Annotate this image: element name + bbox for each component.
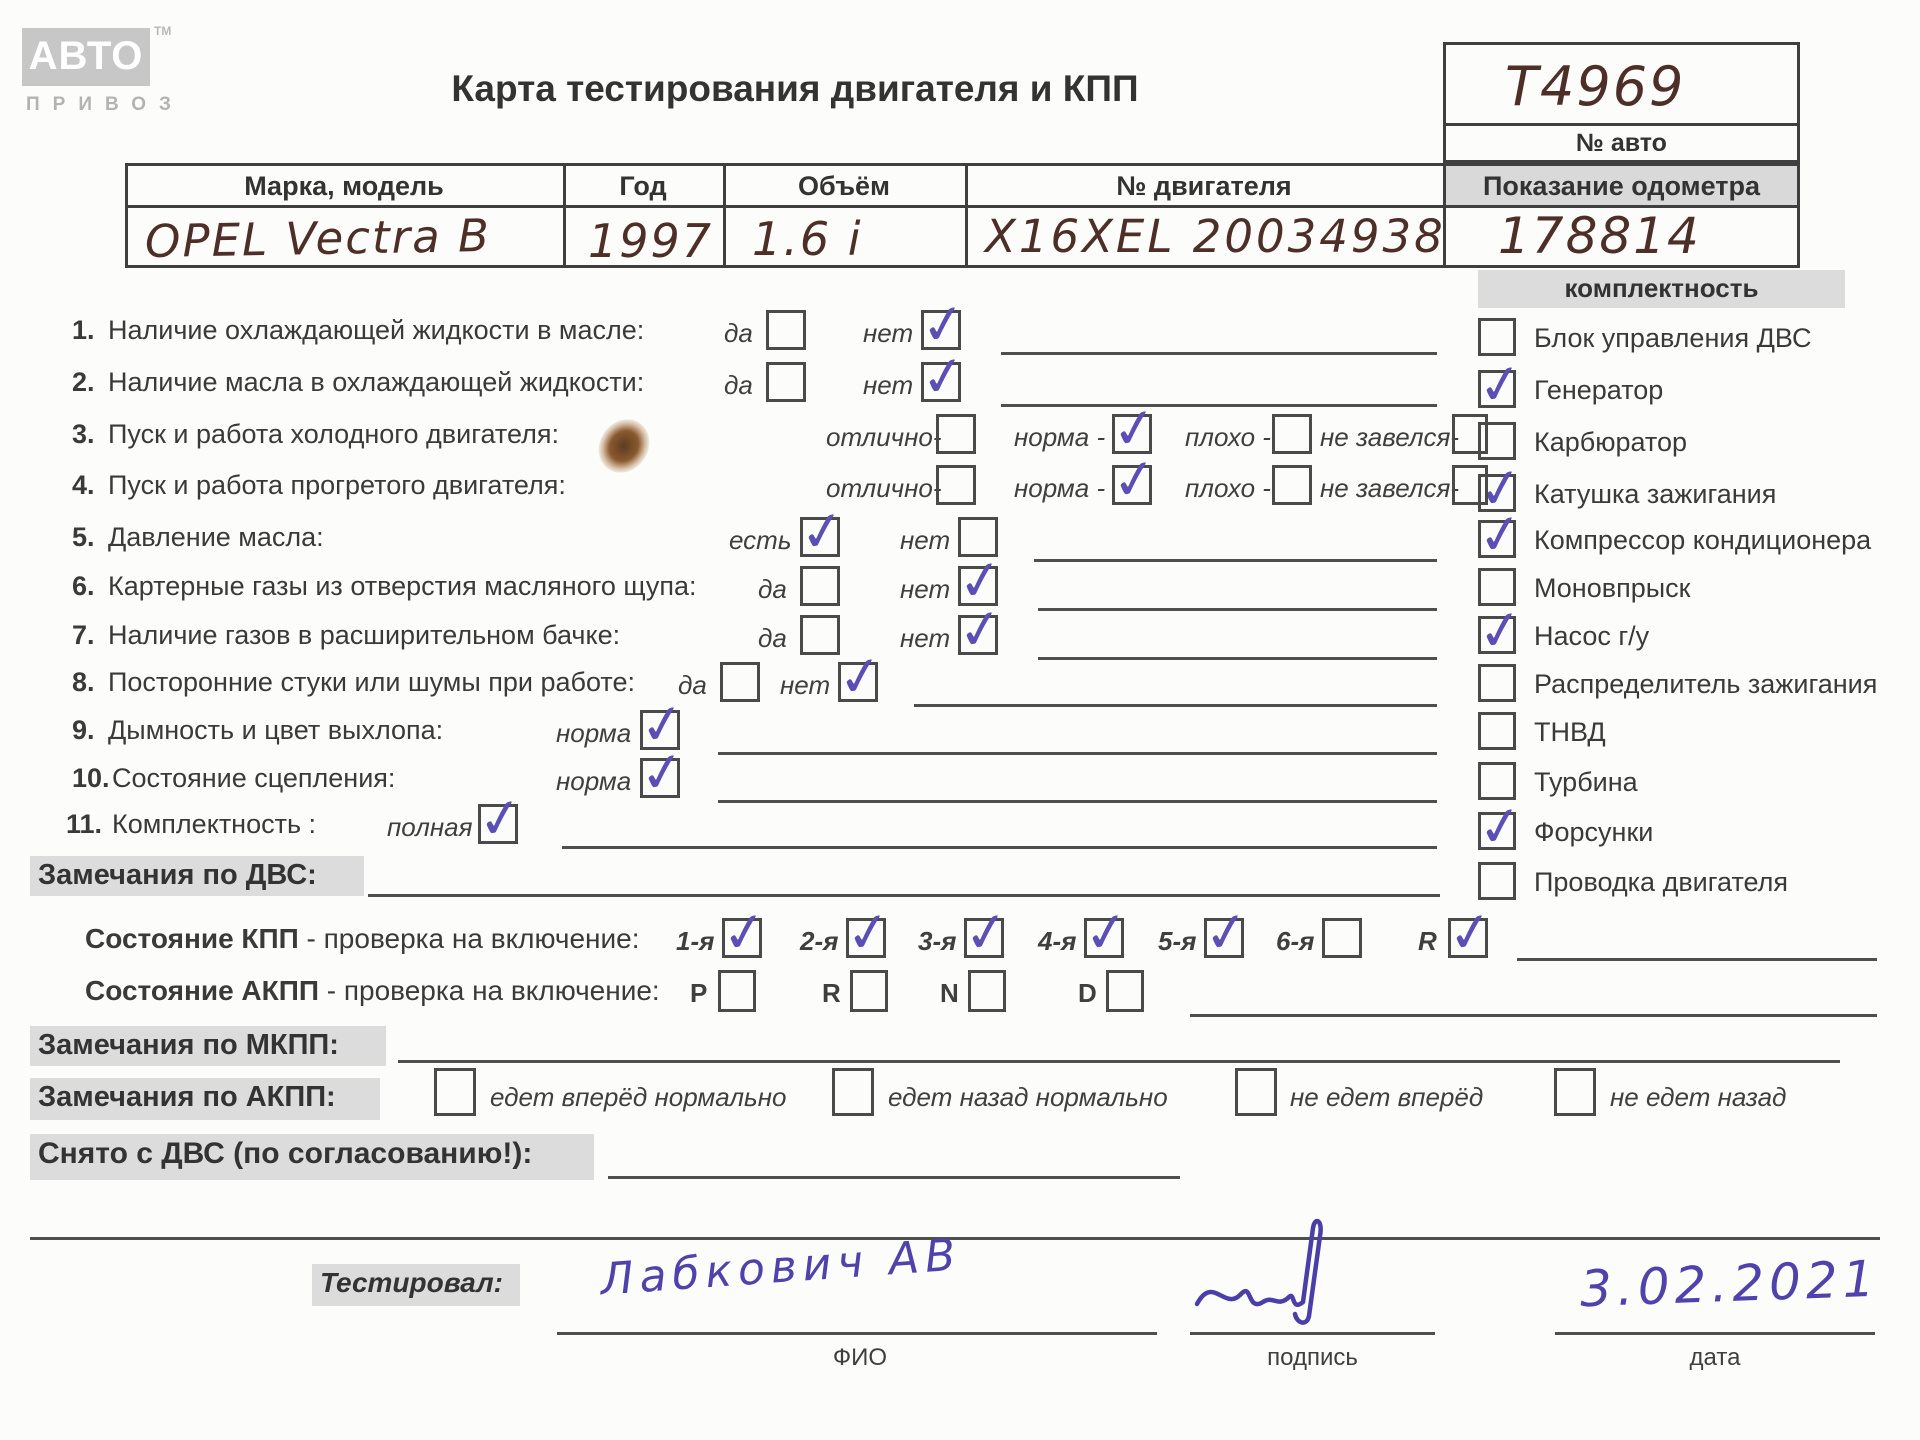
option-label: нет: [863, 318, 914, 348]
completeness-label: Форсунки: [1534, 817, 1654, 847]
checkbox[interactable]: [1084, 918, 1124, 958]
option-label: отлично-: [826, 422, 942, 452]
signature-line[interactable]: [1190, 1332, 1435, 1335]
avtoprivoz-logo: АВТО: [22, 28, 150, 86]
checkbox[interactable]: [1478, 862, 1516, 900]
completeness-label: Компрессор кондиционера: [1534, 525, 1872, 555]
akpp-option-label: едет назад нормально: [888, 1082, 1168, 1112]
checkbox[interactable]: [936, 465, 976, 505]
tester-label: Тестировал:: [312, 1264, 520, 1306]
checkbox[interactable]: [766, 310, 806, 350]
write-in-line[interactable]: [1001, 352, 1437, 355]
gear-label: R: [822, 978, 841, 1008]
gear-label: 3-я: [918, 926, 957, 956]
gear-label: P: [690, 978, 708, 1008]
remarks-dvs-label: Замечания по ДВС:: [30, 856, 364, 896]
checkbox[interactable]: [1204, 918, 1244, 958]
item-label: Наличие масла в охлаждающей жидкости:: [108, 367, 645, 397]
option-label: нет: [900, 623, 951, 653]
option-label: не завелся-: [1320, 473, 1460, 503]
completeness-label: Проводка двигателя: [1534, 867, 1788, 897]
col-engine-no: № двигателя: [1116, 171, 1292, 201]
write-in-line[interactable]: [562, 846, 1437, 849]
option-label: норма -: [1014, 422, 1106, 452]
item-label: Состояние сцепления:: [112, 763, 396, 793]
write-in-line[interactable]: [1190, 1014, 1877, 1017]
col-odometer: Показание одометра: [1482, 171, 1761, 201]
item-label: Дымность и цвет выхлопа:: [108, 715, 444, 745]
option-label: норма: [556, 718, 632, 748]
checklist-row-7: [0, 615, 1920, 661]
akpp-option-label: едет вперёд нормально: [490, 1082, 787, 1112]
akpp-option-label: не едет вперёд: [1290, 1082, 1484, 1112]
col-make-model: Марка, модель: [244, 171, 444, 201]
akpp-option-label: не едет назад: [1610, 1082, 1787, 1112]
option-label: да: [678, 670, 707, 700]
checklist-row-8: [0, 662, 1920, 708]
checkbox[interactable]: [1112, 465, 1152, 505]
akpp-label: [85, 975, 660, 1007]
checkbox[interactable]: [720, 662, 760, 702]
checklist-row-9: [0, 710, 1920, 756]
gear-label: R: [1418, 926, 1437, 956]
remarks-mkpp-label: Замечания по МКПП:: [30, 1026, 386, 1066]
car-number-divider: [1443, 123, 1800, 126]
removed-from-engine-label: Снято с ДВС (по согласованию!):: [30, 1134, 594, 1180]
write-in-line[interactable]: [368, 894, 1440, 897]
item-number: 2.: [72, 367, 95, 397]
checkbox[interactable]: [1272, 414, 1312, 454]
checkbox[interactable]: [958, 615, 998, 655]
option-label: да: [724, 370, 753, 400]
item-label: Комплектность :: [112, 809, 317, 839]
option-label: нет: [900, 574, 951, 604]
item-number: 3.: [72, 419, 95, 449]
car-number-label: № авто: [1576, 129, 1667, 157]
gear-label: 6-я: [1276, 926, 1315, 956]
item-number: 5.: [72, 522, 95, 552]
col-year: Год: [619, 171, 667, 201]
write-in-line[interactable]: [398, 1060, 1840, 1063]
item-number: 6.: [72, 571, 95, 601]
page-title: Карта тестирования двигателя и КПП: [451, 68, 1139, 109]
make-model-value[interactable]: OPEL Vectra B: [144, 208, 492, 269]
item-number: 4.: [72, 470, 95, 500]
option-label: да: [724, 318, 753, 348]
completeness-label: Генератор: [1534, 375, 1664, 405]
checkbox[interactable]: [800, 517, 840, 557]
checkbox[interactable]: [1322, 918, 1362, 958]
gear-label: 1-я: [676, 926, 715, 956]
date-value[interactable]: 3.02.2021: [1579, 1249, 1881, 1319]
checkbox[interactable]: [1452, 414, 1488, 454]
item-number: 7.: [72, 620, 95, 650]
akpp-remarks-row: [0, 1068, 1920, 1120]
fio-caption: ФИО: [832, 1344, 888, 1371]
option-label: норма: [556, 766, 632, 796]
item-label: Давление масла:: [108, 522, 324, 552]
akpp-label-rest: - проверка на включение:: [318, 975, 660, 1006]
item-number: 9.: [72, 715, 95, 745]
option-label: норма -: [1014, 473, 1106, 503]
checkbox[interactable]: [1452, 465, 1488, 505]
checkbox[interactable]: [800, 566, 840, 606]
completeness-label: Карбюратор: [1534, 427, 1688, 457]
checkbox[interactable]: [1554, 1068, 1596, 1116]
gear-label: 4-я: [1038, 926, 1077, 956]
option-label: да: [758, 574, 787, 604]
checkbox[interactable]: [722, 918, 762, 958]
item-number: 1.: [72, 315, 95, 345]
write-in-line[interactable]: [1038, 608, 1437, 611]
option-label: не завелся-: [1320, 422, 1460, 452]
item-number: 8.: [72, 667, 95, 697]
write-in-line[interactable]: [1038, 657, 1437, 660]
completeness-label: Турбина: [1534, 767, 1638, 797]
completeness-label: Блок управления ДВС: [1534, 323, 1812, 353]
option-label: есть: [729, 525, 792, 555]
item-label: Пуск и работа прогретого двигателя:: [108, 470, 566, 500]
completeness-label: Катушка зажигания: [1534, 479, 1777, 509]
engine-no-value[interactable]: X16XEL 20034938: [985, 210, 1446, 263]
option-label: плохо -: [1185, 422, 1271, 452]
checklist-row-2: [0, 362, 1920, 408]
volume-value[interactable]: 1.6 i: [752, 212, 863, 266]
item-label: Наличие охлаждающей жидкости в масле:: [108, 315, 645, 345]
write-in-line[interactable]: [1001, 404, 1437, 407]
akpp-row: [0, 970, 1920, 1016]
write-in-line[interactable]: [718, 752, 1437, 755]
checkbox[interactable]: [964, 918, 1004, 958]
checkbox[interactable]: [766, 362, 806, 402]
checklist-row-10: [0, 758, 1920, 804]
item-label: Наличие газов в расширительном бачке:: [108, 620, 621, 650]
kpp-label: [85, 923, 639, 955]
checkbox[interactable]: [478, 804, 518, 844]
completeness-label: Моновпрыск: [1534, 573, 1691, 603]
kpp-row: [0, 918, 1920, 964]
logo-subtitle: ПРИВОЗ: [26, 94, 184, 115]
checklist-row-4: [0, 465, 1920, 511]
trademark-mark: TM: [154, 24, 172, 38]
signature: [1185, 1212, 1375, 1342]
checkbox[interactable]: [832, 1068, 874, 1116]
item-label: Картерные газы из отверстия масляного щупа:: [108, 571, 697, 601]
option-label: полная: [387, 812, 473, 842]
write-in-line[interactable]: [608, 1176, 1180, 1179]
fio-line[interactable]: [557, 1332, 1157, 1335]
write-in-line[interactable]: [718, 800, 1437, 803]
checkbox[interactable]: [1106, 970, 1144, 1012]
checkbox[interactable]: [968, 970, 1006, 1012]
gear-label: D: [1078, 978, 1097, 1008]
kpp-label-bold: Состояние КПП: [85, 923, 299, 954]
option-label: отлично-: [826, 473, 942, 503]
kpp-label-rest: - проверка на включение:: [298, 923, 640, 954]
checkbox[interactable]: [1235, 1068, 1277, 1116]
date-caption: дата: [1689, 1344, 1741, 1371]
checklist-row-11: [0, 804, 1920, 850]
signature-caption: подпись: [1267, 1344, 1358, 1371]
odometer-value[interactable]: 178814: [1498, 207, 1701, 265]
akpp-label-bold: Состояние АКПП: [85, 975, 319, 1006]
write-in-line[interactable]: [1517, 958, 1877, 961]
item-label: Пуск и работа холодного двигателя:: [108, 419, 559, 449]
gear-label: 2-я: [800, 926, 839, 956]
gear-label: N: [940, 978, 959, 1008]
completeness-label: Насос г/у: [1534, 621, 1650, 651]
year-value[interactable]: 1997: [588, 214, 714, 268]
checkbox[interactable]: [718, 970, 756, 1012]
completeness-header: комплектность: [1478, 270, 1845, 308]
option-label: нет: [900, 525, 951, 555]
checkbox[interactable]: [846, 918, 886, 958]
gear-label: 5-я: [1158, 926, 1197, 956]
checkbox[interactable]: [640, 758, 680, 798]
option-label: нет: [780, 670, 831, 700]
option-label: да: [758, 623, 787, 653]
checkbox[interactable]: [838, 662, 878, 702]
write-in-line[interactable]: [1034, 559, 1437, 562]
item-number: 10.: [72, 763, 110, 793]
checkbox[interactable]: [1448, 918, 1488, 958]
car-number-value[interactable]: T4969: [1505, 55, 1686, 118]
checkbox[interactable]: [434, 1068, 476, 1116]
completeness-label: ТНВД: [1534, 717, 1606, 747]
checkbox[interactable]: [921, 362, 961, 402]
checkbox[interactable]: [850, 970, 888, 1012]
date-line[interactable]: [1555, 1332, 1875, 1335]
item-label: Посторонние стуки или шумы при работе:: [108, 667, 635, 697]
write-in-line[interactable]: [914, 704, 1437, 707]
tester-name-value[interactable]: Лабкович АВ: [598, 1229, 963, 1306]
checkbox[interactable]: [1272, 465, 1312, 505]
option-label: плохо -: [1185, 473, 1271, 503]
col-volume: Объём: [798, 171, 890, 201]
option-label: нет: [863, 370, 914, 400]
checkbox[interactable]: [936, 414, 976, 454]
completeness-label: Распределитель зажигания: [1534, 669, 1878, 699]
checklist-row-3: [0, 414, 1920, 460]
item-number: 11.: [66, 809, 103, 839]
remarks-akpp-label: Замечания по АКПП:: [30, 1078, 380, 1120]
